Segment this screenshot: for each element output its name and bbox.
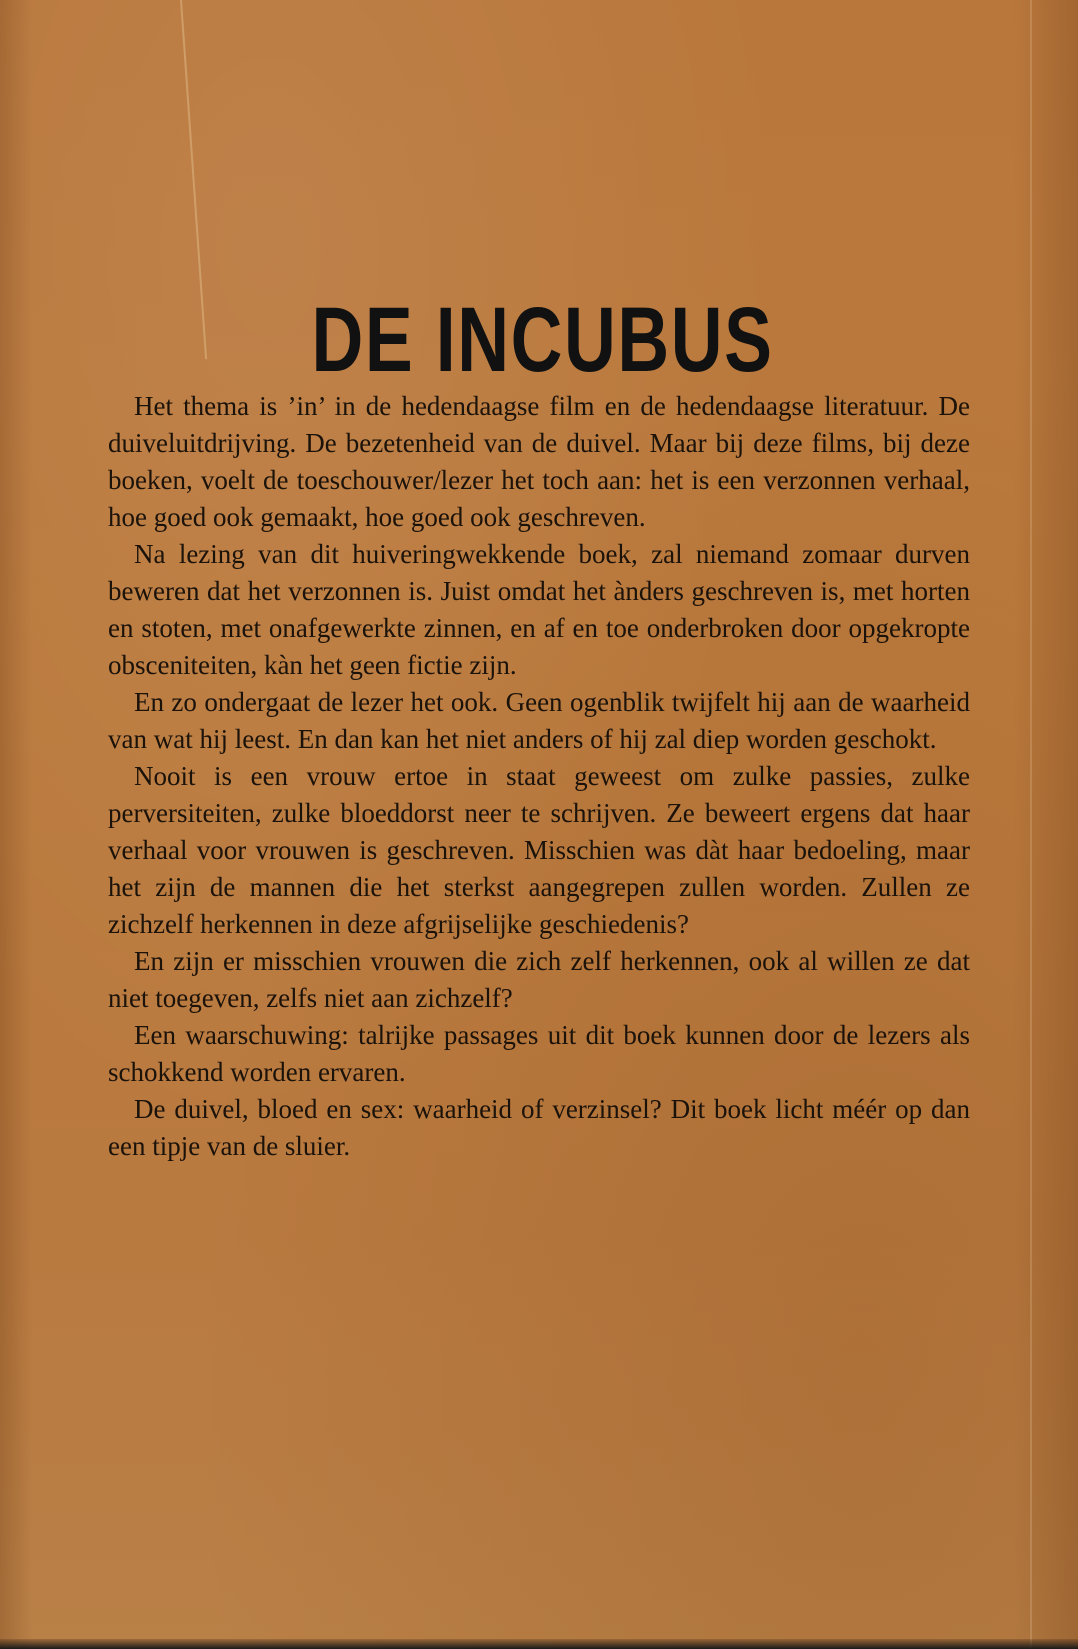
blurb-paragraph-7: De duivel, bloed en sex: waarheid of verzinsel? Dit boek licht méér op dan een tipje van de sluier. (108, 1094, 970, 1161)
cover-bottom-edge (0, 1639, 1078, 1649)
blurb-text (108, 388, 970, 1165)
blurb-paragraph-5: En zijn er misschien vrouwen die zich zelf herkennen, ook al willen ze dat niet toegeven, zelfs niet aan zichzelf? (108, 946, 970, 1013)
blurb-paragraph-4: Nooit is een vrouw ertoe in staat geweest om zulke passies, zulke perversiteiten, zulke bloeddorst neer te schrijven. Ze beweert ergens dat haar verhaal voor vrouwen is geschreven. Misschien was dàt haar bedoeling, maar het zijn de mannen die het sterkst aangegrepen zullen worden. Zullen ze zichzelf herkennen in deze afgrijselijke geschiedenis? (108, 761, 970, 939)
blurb-paragraph-6: Een waarschuwing: talrijke passages uit dit boek kunnen door de lezers als schokkend worden ervaren. (108, 1020, 970, 1087)
blurb-paragraph-2: Na lezing van dit huiveringwekkende boek, zal niemand zomaar durven beweren dat het verzonnen is. Juist omdat het ànders geschreven is, met horten en stoten, met onafgewerkte zinnen, en af en toe onderbroken door opgekropte obsceniteiten, kàn het geen fictie zijn. (108, 539, 970, 680)
book-title: DE INCUBUS (311, 288, 774, 391)
spine-edge (1030, 0, 1032, 1649)
blurb-paragraph-3: En zo ondergaat de lezer het ook. Geen ogenblik twijfelt hij aan de waarheid van wat hij leest. En dan kan het niet anders of hij zal diep worden geschokt. (108, 687, 970, 754)
blurb-paragraph-1: Het thema is ’in’ in de hedendaagse film en de hedendaagse literatuur. De duiveluitdrijving. De bezetenheid van de duivel. Maar bij deze films, bij deze boeken, voelt de toeschouwer/lezer het toch aan: het is een verzonnen verhaal, hoe goed ook gemaakt, hoe goed ook geschreven. (108, 391, 970, 532)
